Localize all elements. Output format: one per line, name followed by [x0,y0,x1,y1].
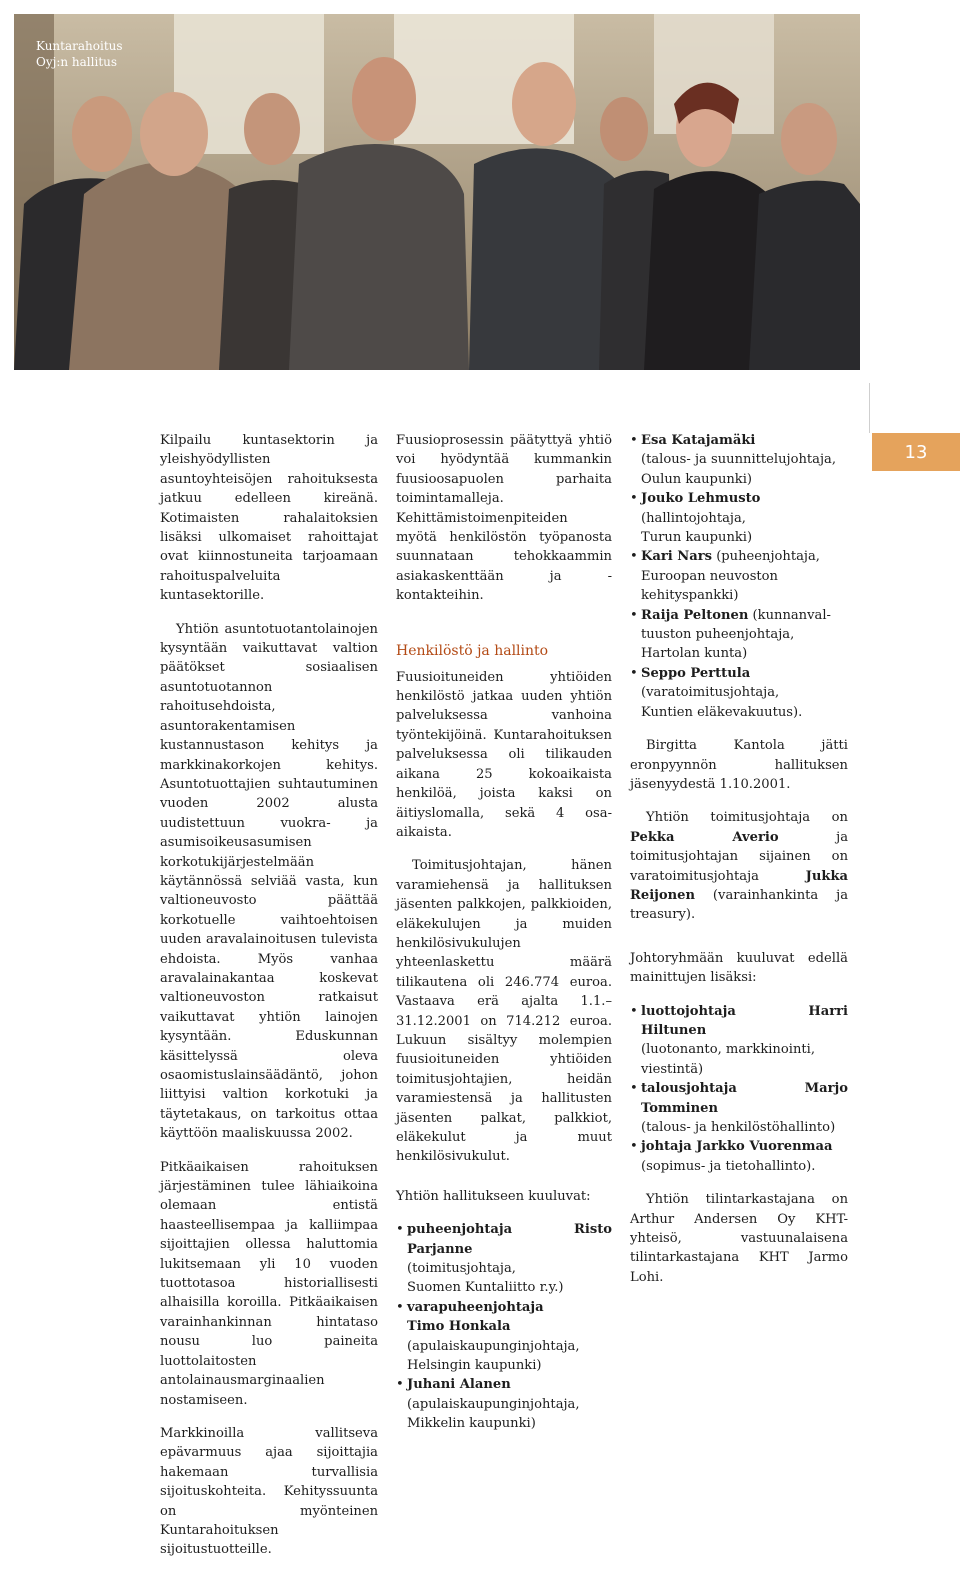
member-detail: kehityspankki) [641,588,739,604]
list-item [630,1137,848,1176]
paragraph: Yhtiön hallitukseen kuuluvat: [396,1188,591,1204]
member-name: Esa Katajamäki [641,433,756,448]
member-detail: Helsingin kaupunki) [407,1358,542,1374]
member-name: Raija Peltonen [641,607,749,623]
member-detail: (talous- ja suunnittelujohtaja, [641,452,837,468]
member-detail: (sopimus- ja tietohallinto). [641,1158,816,1174]
list-item [630,606,848,664]
photo-caption [36,38,156,70]
text-run: ja toimitusjohtajan sijainen on varatoimitusjohtaja [630,829,848,884]
member-detail: Turun kaupunki) [641,530,753,546]
list-item [630,489,848,547]
member-name: puheenjohtaja Risto Parjanne [407,1222,612,1257]
member-name: Kari Nars [641,549,713,565]
board-group-photo [14,14,860,370]
member-detail: (talous- ja henkilöstöhallinto) [641,1120,836,1135]
paragraph: Johtoryhmään kuuluvat edellä mainittujen lisäksi: [630,950,848,986]
list-item [630,1079,848,1137]
page-number: 13 [872,433,960,471]
member-detail: Euroopan neuvoston [641,568,778,584]
list-item [630,664,848,722]
member-detail: (apulaiskaupunginjohtaja, [407,1396,580,1412]
paragraph: Toimitusjohtajan, hänen varamiehensä ja hallituksen jäsenten palkkojen, palkkioiden, eläkekulujen ja muiden henkilösivukulujen yhteenlaskettu määrä tilikautena oli 246.774 euroa. Vastaava erä ajalta 1.1.–31.12.2001 on 714.212 euroa. Lukuun sisältyy molempien fuusioituneiden yhtiöiden toimitusjohtajien, heidän varamiestensä ja hallitusten jäsenten palkat, palkkiot, eläkekulut ja muut henkilösivukulut. [396,858,612,1165]
list-item [396,1220,612,1298]
person-name: Jukka Reijonen [630,868,848,903]
member-detail: (apulaiskaupunginjohtaja, [407,1338,580,1354]
member-detail: Hartolan kunta) [641,646,748,662]
member-detail: (kunnanval- [748,607,831,623]
board-list [396,1220,612,1433]
member-name: Jouko Lehmusto [641,491,761,507]
paragraph: Markkinoilla vallitseva epävarmuus ajaa sijoittajia hakemaan turvallisia sijoituskohteita. Kehityssuunta on myönteinen Kuntarahoituksen sijoitustuotteille. [160,1425,378,1558]
member-detail: (luotonanto, markkinointi, [641,1042,815,1058]
list-item [396,1375,612,1433]
column-1 [160,431,378,1574]
column-3 [630,431,848,1301]
caption-line-1: Kuntarahoitus [36,39,123,53]
text-run: (varainhankinta ja treasury). [630,887,848,923]
paragraph: Kilpailu kuntasektorin ja yleishyödyllisten asuntoyhteisöjen rahoituksesta jatkuu edelleen kireänä. Kotimaisten rahalaitoksien lisäksi ulkomaiset rahoittajat ovat kiinnostuneita tarjoamaan rahoituspalveluita kuntasektorille. [160,433,378,604]
member-name: johtaja Jarkko Vuorenmaa [641,1139,833,1155]
member-name: Timo Honkala [407,1319,511,1335]
column-2 [396,431,612,1448]
member-detail: (toimitusjohtaja, [407,1261,516,1277]
member-name: Juhani Alanen [407,1377,511,1393]
paragraph: Fuusioituneiden yhtiöiden henkilöstö jatkaa uuden yhtiön palveluksessa vanhoina työntekijöinä. Kuntarahoituksen palveluksessa oli tilikauden aikana 25 kokoaikaista henkilöä, joista kaksi on äitiyslomalla, sekä 4 osa-aikaista. [396,669,612,840]
paragraph: Pitkäaikaisen rahoituksen järjestäminen tulee lähiaikoina olemaan entistä haasteellisempaa ja kalliimpaa sijoittajien ollessa haluttomia lukitsemaan yli 10 vuoden tuottotasoa historiallisesti alhaisilla koroilla. Pitkäaikaisen varainhankinnan hintataso nousu luo paineita luottolaitosten antolainausmarginaalien nostamiseen. [160,1159,378,1408]
member-detail: (puheenjohtaja, [712,549,820,565]
divider-rule [869,383,870,433]
management-list [630,1002,848,1177]
list-item [630,431,848,489]
list-item [630,547,848,605]
member-name: varapuheenjohtaja [407,1299,544,1315]
member-detail: Oulun kaupunki) [641,471,753,487]
board-list-continued [630,431,848,722]
list-item [630,1002,848,1080]
list-item [396,1298,612,1376]
member-name: Seppo Perttula [641,665,751,681]
member-detail: Kuntien eläkevakuutus). [641,704,803,720]
paragraph [630,808,848,924]
paragraph: Yhtiön tilintarkastajana on Arthur Andersen Oy KHT-yhteisö, vastuunalaisena tilintarkastajana KHT Jarmo Lohi. [630,1192,848,1285]
caption-line-2: Oyj:n hallitus [36,55,118,69]
member-detail: viestintä) [641,1061,704,1077]
text-run: Yhtiön toimitusjohtaja on [646,810,848,826]
member-detail: Suomen Kuntaliitto r.y.) [407,1280,564,1296]
member-detail: tuuston puheenjohtaja, [641,627,795,643]
section-heading: Henkilöstö ja hallinto [396,642,549,659]
member-detail: (hallintojohtaja, [641,510,746,526]
paragraph: Fuusioprosessin päätyttyä yhtiö voi hyödyntää kummankin fuusioosapuolen parhaita toimintamalleja. Kehittämistoimenpiteiden myötä henkilöstön työpanosta suunnataan tehokkaammin asiakaskenttään ja -kontakteihin. [396,433,612,604]
member-name: talousjohtaja Marjo Tomminen [641,1081,848,1116]
paragraph: Yhtiön asuntotuotantolainojen kysyntään vaikuttavat valtion päätökset sosiaalisen asuntotuotannon rahoitusehdoista, asuntorakentamisen kustannustason kehitys ja markkinakorkojen kehitys. Asuntotuottajien suhtautuminen vuoden 2002 alusta uudistettuun vuokra- ja asumisoikeusasumisen korkotukijärjestelmään käytännössä selviää vasta, kun valtioneuvosto päättää korkotuelle vaihtoehtoisen uuden aravalainoitusen tulevista ehdoista. Myös vanhaa aravalainakantaa koskevat valtioneuvoston ratkaisut vaikuttavat yhtiön lainojen kysyntään. Eduskunnan käsittelyssä oleva osaomistuslainsäädäntö, johon liittyisi valtion korkotuki ja täytetakaus, on tarkoitus ottaa käyttöön maaliskuussa 2002. [160,621,378,1142]
paragraph: Birgitta Kantola jätti eronpyynnön hallituksen jäsenyydestä 1.10.2001. [630,738,848,792]
member-detail: (varatoimitusjohtaja, [641,685,780,701]
member-detail: Mikkelin kaupunki) [407,1416,536,1432]
member-name: luottojohtaja Harri Hiltunen [641,1003,848,1038]
person-name: Pekka Averio [630,829,779,845]
